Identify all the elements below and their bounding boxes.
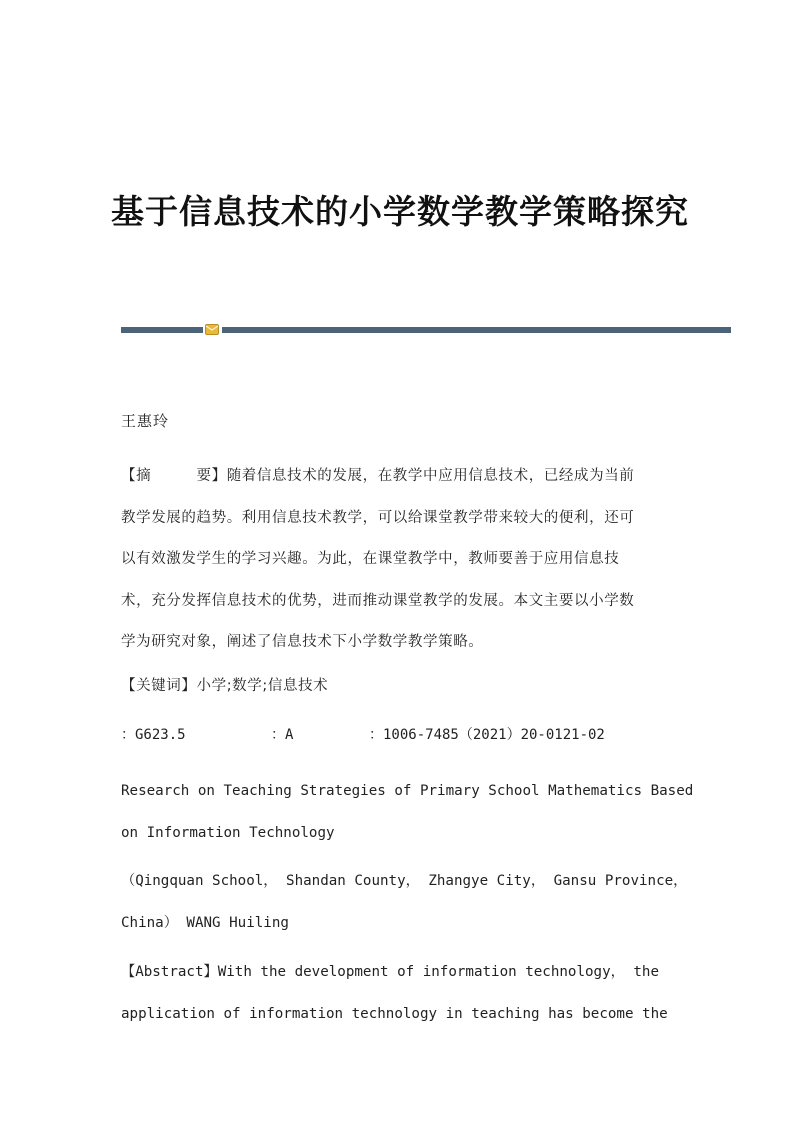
abstract-en-text: With the development of information technology， the bbox=[217, 964, 659, 980]
abstract-en-line bbox=[121, 951, 681, 993]
abstract-cn-line bbox=[121, 456, 681, 498]
abstract-cn-label: 【摘 要】 bbox=[121, 468, 227, 484]
abstract-chinese bbox=[121, 456, 681, 664]
affiliation-line: China） WANG Huiling bbox=[121, 915, 289, 931]
abstract-cn-line: 术，充分发挥信息技术的优势，进而推动课堂教学的发展。本文主要以小学数 bbox=[121, 592, 635, 609]
english-title-line: Research on Teaching Strategies of Primary School Mathematics Based bbox=[121, 783, 694, 799]
keywords-label: 【关键词】 bbox=[121, 678, 197, 694]
abstract-cn-line: 以有效激发学生的学习兴趣。为此，在课堂教学中，教师要善于应用信息技 bbox=[121, 551, 620, 567]
affiliation-line: （Qingquan School， Shandan County， Zhangye City， Gansu Province， bbox=[121, 873, 688, 889]
document-code: ：A bbox=[271, 727, 294, 743]
abstract-english bbox=[121, 951, 681, 1035]
title-rule-right bbox=[222, 327, 731, 333]
abstract-cn-line: 教学发展的趋势。利用信息技术教学，可以给课堂教学带来较大的便利，还可 bbox=[121, 509, 635, 526]
page-title: 基于信息技术的小学数学教学策略探究 bbox=[111, 192, 689, 231]
abstract-en-label: 【Abstract】 bbox=[121, 964, 218, 980]
author-name: 王惠玲 bbox=[121, 412, 170, 430]
abstract-en-line: application of information technology in teaching has become the bbox=[121, 1006, 668, 1022]
abstract-cn-line: 学为研究对象，阐述了信息技术下小学数学教学策略。 bbox=[121, 634, 484, 650]
author-affiliation bbox=[121, 860, 688, 944]
title-rule-left bbox=[121, 327, 203, 333]
abstract-cn-text: 随着信息技术的发展，在教学中应用信息技术，已经成为当前 bbox=[226, 468, 635, 484]
article-id: ：1006-7485（2021）20-0121-02 bbox=[369, 727, 605, 743]
english-title-line: on Information Technology bbox=[121, 825, 335, 841]
keywords bbox=[121, 674, 681, 695]
english-title bbox=[121, 770, 694, 854]
classification-line bbox=[121, 724, 681, 744]
clc-number: ：G623.5 bbox=[121, 727, 186, 743]
envelope-icon bbox=[205, 324, 219, 335]
keywords-value: 小学;数学;信息技术 bbox=[196, 678, 329, 694]
